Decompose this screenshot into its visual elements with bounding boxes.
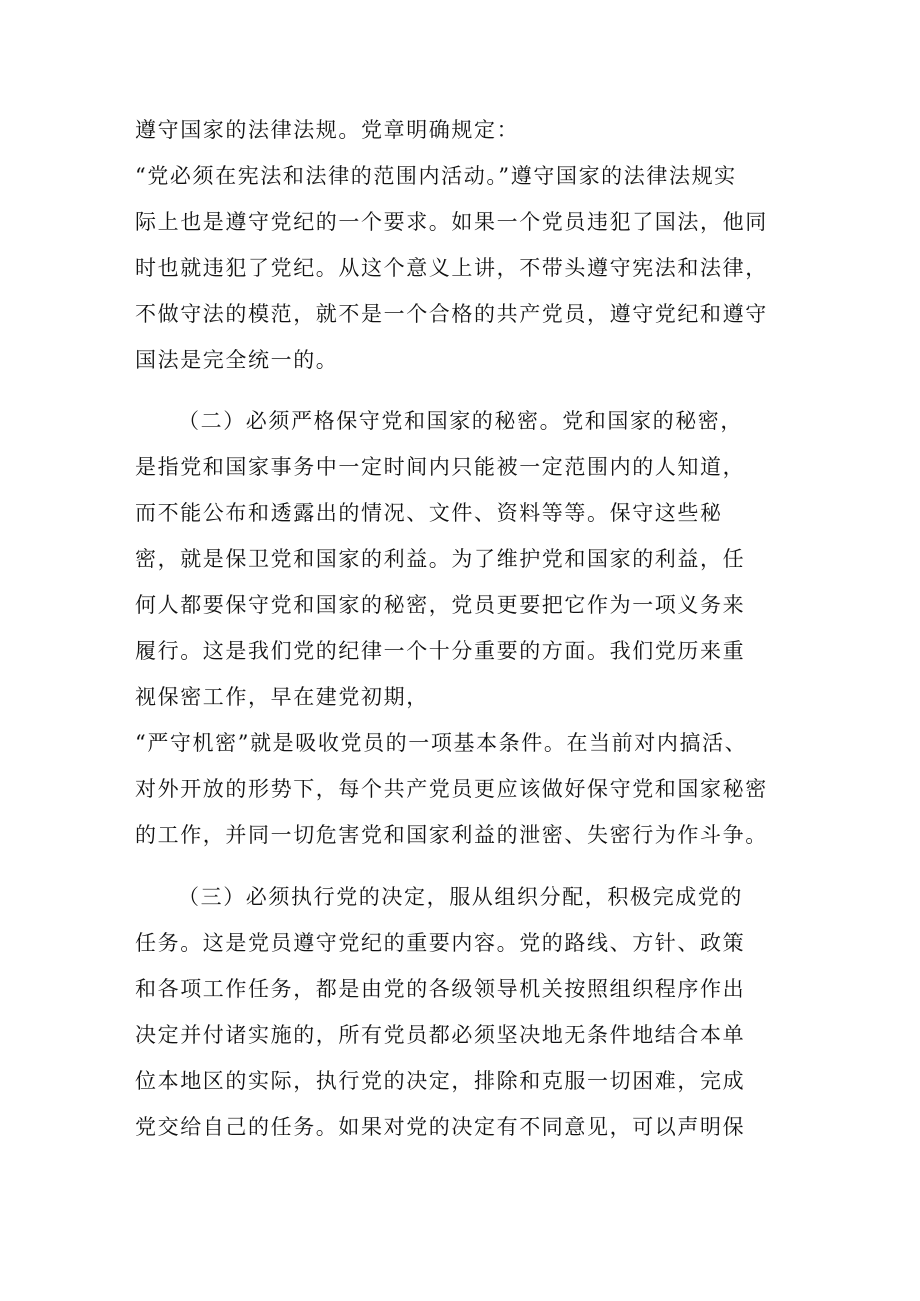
text-line: 位本地区的实际，执行党的决定，排除和克服一切困难，完成 bbox=[135, 1069, 746, 1093]
text-line: 何人都要保守党和国家的秘密，党员更要把它作为一项义务来 bbox=[135, 593, 746, 617]
text-line: 和各项工作任务，都是由党的各级领导机关按照组织程序作出 bbox=[135, 977, 746, 1001]
text-line: “严守机密”就是吸收党员的一项基本条件。在当前对内搞活、 bbox=[135, 731, 748, 755]
text-line: 而不能公布和透露出的情况、文件、资料等等。保守这些秘 bbox=[135, 501, 723, 525]
text-line: 时也就违犯了党纪。从这个意义上讲，不带头遵守宪法和法律， bbox=[135, 256, 768, 280]
section-heading-2: （二）必须严格保守党和国家的秘密。党和国家的秘密， bbox=[178, 409, 743, 433]
text-line: 的工作，并同一切危害党和国家利益的泄密、失密行为作斗争。 bbox=[135, 823, 768, 847]
section-heading-3: （三）必须执行党的决定，服从组织分配，积极完成党的 bbox=[178, 885, 743, 909]
text-line: 党交给自己的任务。如果对党的决定有不同意见，可以声明保 bbox=[135, 1115, 746, 1139]
text-line: 不做守法的模范，就不是一个合格的共产党员，遵守党纪和遵守 bbox=[135, 302, 768, 326]
text-line: 履行。这是我们党的纪律一个十分重要的方面。我们党历来重 bbox=[135, 639, 746, 663]
text-line: “党必须在宪法和法律的范围内活动。”遵守国家的法律法规实 bbox=[135, 164, 737, 188]
text-line: 遵守国家的法律法规。党章明确规定： bbox=[135, 118, 520, 142]
text-line: 密，就是保卫党和国家的利益。为了维护党和国家的利益，任 bbox=[135, 547, 746, 571]
text-line: 视保密工作，早在建党初期， bbox=[135, 685, 429, 709]
text-line: 际上也是遵守党纪的一个要求。如果一个党员违犯了国法，他同 bbox=[135, 210, 768, 234]
text-line: 决定并付诸实施的，所有党员都必须坚决地无条件地结合本单 bbox=[135, 1023, 746, 1047]
text-line: 对外开放的形势下，每个共产党员更应该做好保守党和国家秘密 bbox=[135, 777, 768, 801]
text-line: 任务。这是党员遵守党纪的重要内容。党的路线、方针、政策 bbox=[135, 931, 746, 955]
text-line: 是指党和国家事务中一定时间内只能被一定范围内的人知道， bbox=[135, 455, 746, 479]
text-line: 国法是完全统一的。 bbox=[135, 348, 339, 372]
